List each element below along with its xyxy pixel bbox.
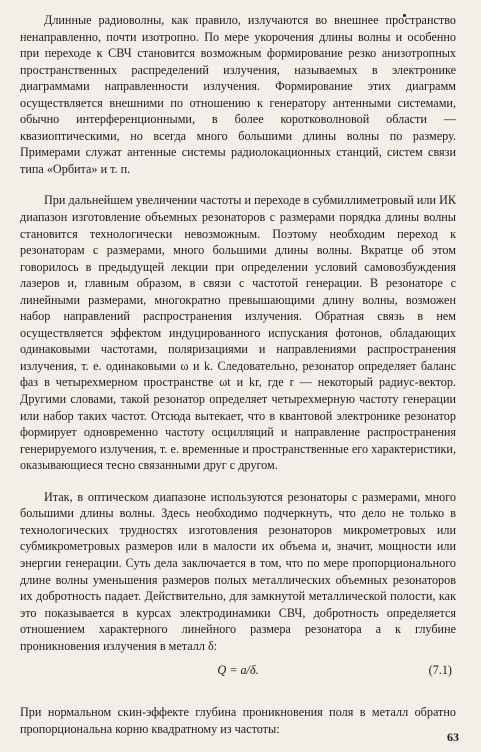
body-text: [20, 12, 456, 737]
paragraph-resonators: При дальнейшем увеличении частоты и переходе в субмиллиметровый или ИК диапазон изготовление объемных резонаторов с размерами порядка длины волны становится технологически невозможным. Поэтому необходим переход к резонаторам с размерами, много большими длины волны. Вкратце об этом говорилось в предыдущей лекции при определении условий самовозбуждения лазеров и, главным образом, в связи с частотой генерации. В резонаторе с линейными размерами, многократно превышающими длину волны, возможен набор направлений распространения излучения. Обратная связь в нем осуществляется эффектом индуцированного испускания фотонов, обладающих одинаковыми частотами, поляризациями и направлениями распространения излучения, т. е. одинаковыми ω и k. Следовательно, резонатор определяет баланс фаз в четырехмерном пространстве ωt и kr, где r — некоторый радиус-вектор. Другими словами, такой резонатор определяет четырехмерную частоту генерации или набор таких частот. Отсюда вытекает, что в квантовой электронике резонатор формирует одновременно частоту осцилляций и направление распространения генерируемого излучения, т. е. временные и пространственные его характеристики, оказывающиеся тесно связанными друг с другом.: [20, 193, 456, 473]
equation-7-1: [20, 662, 456, 682]
equation-number: (7.1): [428, 663, 452, 678]
equation-expression: Q = a/δ.: [217, 663, 259, 678]
paragraph-antennas: Длинные радиоволны, как правило, излучаются во внешнее пространство ненаправленно, почти изотропно. По мере укорочения длины волны и особенно при переходе к СВЧ становится возможным формирование резко анизотропных пространственных распределений излучения, называемых в электронике диаграммами направленности излучения. Формирование этих диаграмм осуществляется внешними по отношению к генератору антенными системами, обычно интерференционными, в более коротковолновой области — квазиоптическими, но всегда много большими длины волны по размеру. Примерами служат антенные системы радиолокационных станций, систем связи типа «Орбита» и т. п.: [20, 13, 456, 176]
page-number: 63: [447, 730, 459, 744]
paragraph-skin-effect: При нормальном скин-эффекте глубина проникновения поля в металл обратно пропорциональна корню квадратному из частоты:: [20, 705, 456, 736]
paragraph-optical-range: Итак, в оптическом диапазоне используются резонаторы с размерами, много большими длины волны. Здесь необходимо подчеркнуть, что дело не только в технологических трудностях изготовления резонаторов микрометровых или субмикрометровых размеров или в малости их объема и, значит, мощности или энергии генерации. Суть дела заключается в том, что по мере пропорционального длине волны уменьшения размеров полых металлических объемных резонаторов их добротность падает. Действительно, для замкнутой металлической полости, как это показывается в курсах электродинамики СВЧ, добротность определяется отношением характерного линейного размера резонатора a к глубине проникновения излучения в металл δ:: [20, 489, 456, 653]
